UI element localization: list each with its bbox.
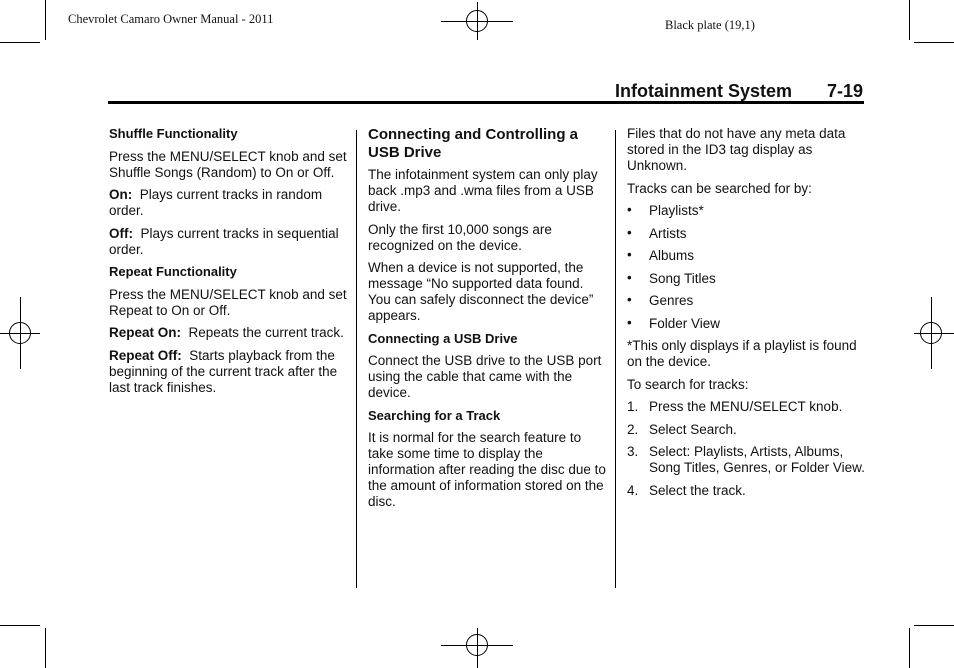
step-number: 1. xyxy=(627,399,639,414)
bullet-icon: • xyxy=(627,269,632,285)
shuffle-heading: Shuffle Functionality xyxy=(109,126,238,141)
crop-mark xyxy=(914,625,954,626)
shuffle-off-item xyxy=(109,226,349,258)
repeat-on-label: Repeat On: xyxy=(109,325,182,340)
bullet-icon: • xyxy=(627,202,632,217)
step-text: Press the MENU/SELECT knob. xyxy=(649,399,843,414)
search-by-intro: Tracks can be searched for by: xyxy=(627,180,812,196)
list-item xyxy=(627,316,867,332)
manual-title: Chevrolet Camaro Owner Manual - 2011 xyxy=(68,12,274,26)
usb-paragraph-2: Only the first 10,000 songs are recognized on the device. xyxy=(368,221,552,253)
meta-paragraph: Files that do not have any meta data stored in the ID3 tag display as Unknown. xyxy=(627,126,846,173)
crop-mark xyxy=(909,0,910,40)
list-item-text: Genres xyxy=(649,293,694,308)
step-item xyxy=(627,483,867,499)
usb-paragraph-3: When a device is not supported, the message “No supported data found. You can safely disconnect the device” appears. xyxy=(368,260,594,323)
crop-mark xyxy=(0,42,40,43)
on-label: On: xyxy=(109,187,133,202)
column-3 xyxy=(627,126,867,505)
search-steps-list xyxy=(627,399,867,499)
list-item-text: Playlists* xyxy=(649,203,704,218)
bullet-icon: • xyxy=(627,314,632,330)
list-item xyxy=(627,271,867,287)
list-item xyxy=(627,248,867,264)
list-item xyxy=(627,226,867,242)
step-text: Select the track. xyxy=(649,482,746,498)
crop-mark xyxy=(45,0,46,40)
step-number: 2. xyxy=(627,421,639,437)
search-by-list xyxy=(627,203,867,332)
header-rule xyxy=(108,101,864,104)
list-item-text: Artists xyxy=(649,225,687,241)
playlist-note: *This only displays if a playlist is found on the device. xyxy=(627,338,857,369)
usb-paragraph-1: The infotainment system can only play back .mp3 and .wma files from a USB drive. xyxy=(368,167,598,214)
list-item-text: Albums xyxy=(649,248,695,263)
list-item-text: Folder View xyxy=(649,315,721,331)
column-divider xyxy=(615,130,616,588)
step-number: 4. xyxy=(627,482,639,498)
plate-label: Black plate (19,1) xyxy=(665,18,755,32)
search-heading: Searching for a Track xyxy=(368,407,501,423)
list-item xyxy=(627,203,867,219)
bullet-icon: • xyxy=(627,292,632,307)
on-text: Plays current tracks in random order. xyxy=(109,187,323,218)
step-item xyxy=(627,422,867,438)
connect-heading: Connecting a USB Drive xyxy=(368,330,518,346)
off-text: Plays current tracks in sequential order. xyxy=(109,225,339,257)
page-number: 7-19 xyxy=(827,81,864,101)
list-item xyxy=(627,293,867,309)
repeat-on-text: Repeats the current track. xyxy=(188,325,344,340)
step-text: Select Search. xyxy=(649,421,737,437)
off-label: Off: xyxy=(109,225,133,241)
bullet-icon: • xyxy=(627,247,632,262)
shuffle-text: Press the MENU/SELECT knob and set Shuffle Songs (Random) to On or Off. xyxy=(109,148,347,180)
crop-mark xyxy=(45,628,46,668)
column-2 xyxy=(368,126,608,517)
search-steps-intro: To search for tracks: xyxy=(627,376,749,392)
step-item xyxy=(627,444,867,476)
repeat-on-item xyxy=(109,325,349,341)
list-item-text: Song Titles xyxy=(649,270,716,286)
crop-mark xyxy=(914,42,954,43)
connect-text: Connect the USB drive to the USB port using the cable that came with the device. xyxy=(368,353,602,400)
column-divider xyxy=(356,130,357,588)
step-text: Select: Playlists, Artists, Albums, Song Titles, Genres, or Folder View. xyxy=(649,444,865,475)
repeat-text: Press the MENU/SELECT knob and set Repeat to On or Off. xyxy=(109,286,347,318)
crop-mark xyxy=(0,625,40,626)
shuffle-on-item xyxy=(109,187,349,219)
repeat-off-label: Repeat Off: xyxy=(109,347,182,363)
step-number: 3. xyxy=(627,444,639,459)
step-item xyxy=(627,399,867,415)
repeat-heading: Repeat Functionality xyxy=(109,264,237,279)
section-title: Infotainment System xyxy=(615,81,793,101)
column-1 xyxy=(109,126,349,402)
usb-main-heading: Connecting and Controlling a USB Drive xyxy=(368,126,578,161)
repeat-off-text: Starts playback from the beginning of the current track after the last track finishes. xyxy=(109,347,338,395)
search-text: It is normal for the search feature to take some time to display the information after reading the disc due to the amount of information stored on the disc. xyxy=(368,430,606,509)
repeat-off-item xyxy=(109,348,349,396)
crop-mark xyxy=(909,628,910,668)
bullet-icon: • xyxy=(627,224,632,240)
